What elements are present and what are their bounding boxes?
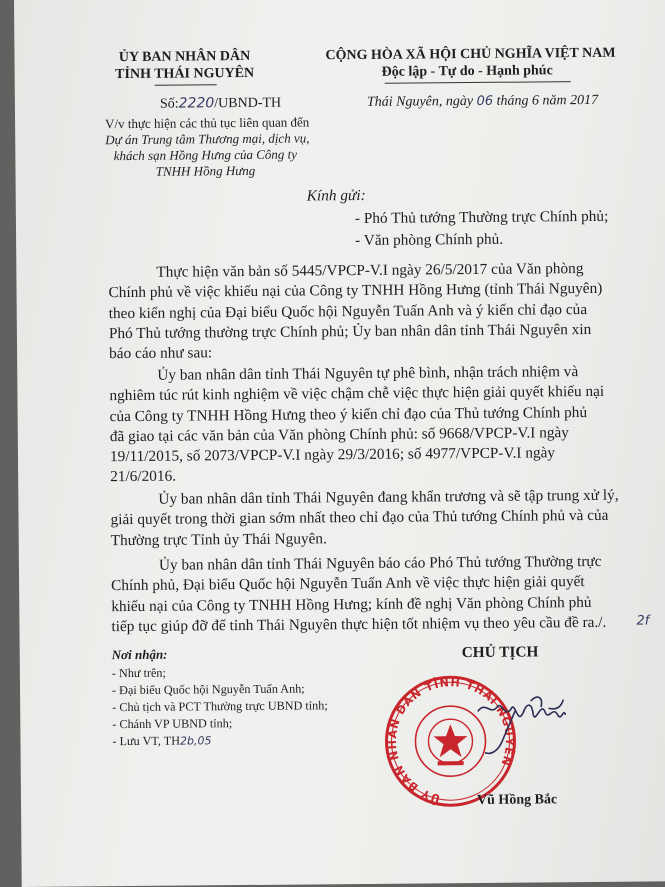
recipients-greeting: Kính gửi: bbox=[306, 186, 366, 205]
agency-underline bbox=[155, 84, 217, 86]
signer-title: CHỦ TỊCH bbox=[461, 643, 539, 662]
paragraph-line: Ủy ban nhân dân tỉnh Thái Nguyên báo cáo Phó Thủ tướng Thường trực bbox=[158, 552, 602, 574]
signer-name: Vũ Hồng Bắc bbox=[476, 792, 558, 808]
paragraph-line: Chính phủ về việc khiếu nại của Công ty TNHH Hồng Hưng (tỉnh Thái Nguyên) bbox=[108, 280, 603, 302]
distribution-item: - Chủ tịch và PCT Thường trực UBND tỉnh; bbox=[112, 698, 328, 715]
distribution-item: - Chánh VP UBND tỉnh; bbox=[112, 716, 233, 732]
distribution-item bbox=[112, 733, 211, 749]
paragraph-line: giải quyết trong thời gian sớm nhất theo chỉ đạo của Thủ tướng Chính phủ và của bbox=[110, 507, 609, 529]
distribution-item: - Như trên; bbox=[111, 665, 166, 681]
agency-name-line1: ỦY BAN NHÂN DÂN bbox=[118, 48, 251, 66]
recipient-item: - Phó Thủ tướng Thường trực Chính phủ; bbox=[354, 207, 609, 228]
document-number bbox=[160, 95, 281, 113]
distribution-handwritten: 2b,05 bbox=[179, 734, 212, 748]
body-paragraph-1 bbox=[108, 259, 644, 365]
body-paragraph-3 bbox=[110, 486, 646, 552]
paragraph-line: Thường trực Tỉnh ủy Thái Nguyên. bbox=[110, 529, 327, 549]
date-day-handwritten: 06 bbox=[476, 93, 494, 109]
distribution-title: Nơi nhận: bbox=[111, 646, 168, 663]
paragraph-line: theo kiến nghị của Đại biểu Quốc hội Nguyễn Tuấn Anh và ý kiến chỉ đạo của bbox=[108, 300, 588, 322]
emblem-icon bbox=[428, 719, 472, 765]
nation-motto: Độc lập - Tự do - Hạnh phúc bbox=[381, 63, 553, 80]
document-page bbox=[14, 0, 665, 887]
margin-mark: 2f bbox=[636, 613, 650, 629]
subject-line: khách sạn Hồng Hưng của Công ty bbox=[113, 146, 298, 164]
document-subject bbox=[105, 114, 310, 180]
distribution-item-text: - Lưu VT, TH bbox=[112, 733, 181, 749]
doc-number-handwritten: 2220 bbox=[178, 95, 215, 112]
doc-number-prefix: Số: bbox=[159, 96, 179, 112]
seal-text: ỦY BAN NHÂN DÂN TỈNH THÁI NGUYÊN bbox=[385, 676, 517, 806]
body-paragraph-2 bbox=[109, 362, 645, 488]
doc-number-suffix: /UBND-TH bbox=[214, 95, 282, 112]
paragraph-line: tiếp tục giúp đỡ để tỉnh Thái Nguyên thực hiện tốt nhiệm vụ theo yêu cầu đề ra./. bbox=[111, 613, 607, 636]
distribution-item: - Đại biểu Quốc hội Nguyễn Tuấn Anh; bbox=[111, 681, 305, 698]
paragraph-line: 19/11/2015, số 2073/VPCP-V.I ngày 29/3/2016; số 4977/VPCP-V.I ngày bbox=[109, 444, 556, 466]
date-prefix: Thái Nguyên, ngày bbox=[366, 93, 474, 110]
motto-underline bbox=[385, 81, 571, 84]
subject-line: V/v thực hiện các thủ tục liên quan đến bbox=[105, 114, 310, 132]
agency-name-line2: TỈNH THÁI NGUYÊN bbox=[115, 65, 255, 83]
paragraph-line: Phó Thủ tướng thường trực Chính phủ; Ủy ban nhân dân tỉnh Thái Nguyên xin bbox=[108, 320, 592, 343]
paragraph-line: của Công ty TNHH Hồng Hưng theo ý kiến chỉ đạo của Thủ tướng Chính phủ bbox=[109, 403, 588, 425]
document-date bbox=[367, 93, 598, 111]
subject-line: Dự án Trung tâm Thương mại, dịch vụ, bbox=[105, 130, 310, 148]
date-suffix: tháng 6 năm 2017 bbox=[496, 92, 599, 109]
subject-line: TNHH Hồng Hưng bbox=[155, 162, 256, 179]
paragraph-line: báo cáo như sau: bbox=[109, 344, 213, 363]
paragraph-line: Thực hiện văn bản số 5445/VPCP-V.I ngày 26/5/2017 của Văn phòng bbox=[156, 260, 584, 281]
paragraph-line: nghiêm túc rút kinh nghiệm về việc chậm chễ việc thực hiện giải quyết khiếu nại bbox=[109, 383, 605, 405]
paragraph-line: khiếu nại của Công ty TNHH Hồng Hưng; kính đề nghị Văn phòng Chính phủ bbox=[111, 593, 592, 615]
recipient-item: - Văn phòng Chính phủ. bbox=[355, 230, 504, 250]
nation-name: CỘNG HÒA XÃ HỘI CHỦ NGHĨA VIỆT NAM bbox=[325, 45, 616, 64]
paragraph-line: Ủy ban nhân dân tỉnh Thái Nguyên đang khẩn trương và sẽ tập trung xử lý, bbox=[158, 486, 619, 508]
paragraph-line: Chính phủ, Đại biểu Quốc hội Nguyễn Tuấn Anh về việc thực hiện giải quyết bbox=[111, 573, 585, 595]
paragraph-line: Ủy ban nhân dân tỉnh Thái Nguyên tự phê bình, nhận trách nhiệm và bbox=[157, 363, 579, 384]
paragraph-line: 21/6/2016. bbox=[110, 468, 177, 486]
body-paragraph-4 bbox=[111, 552, 650, 638]
paragraph-line: đã giao tại các văn bản của Văn phòng Chính phủ: số 9668/VPCP-V.I ngày bbox=[109, 424, 569, 446]
